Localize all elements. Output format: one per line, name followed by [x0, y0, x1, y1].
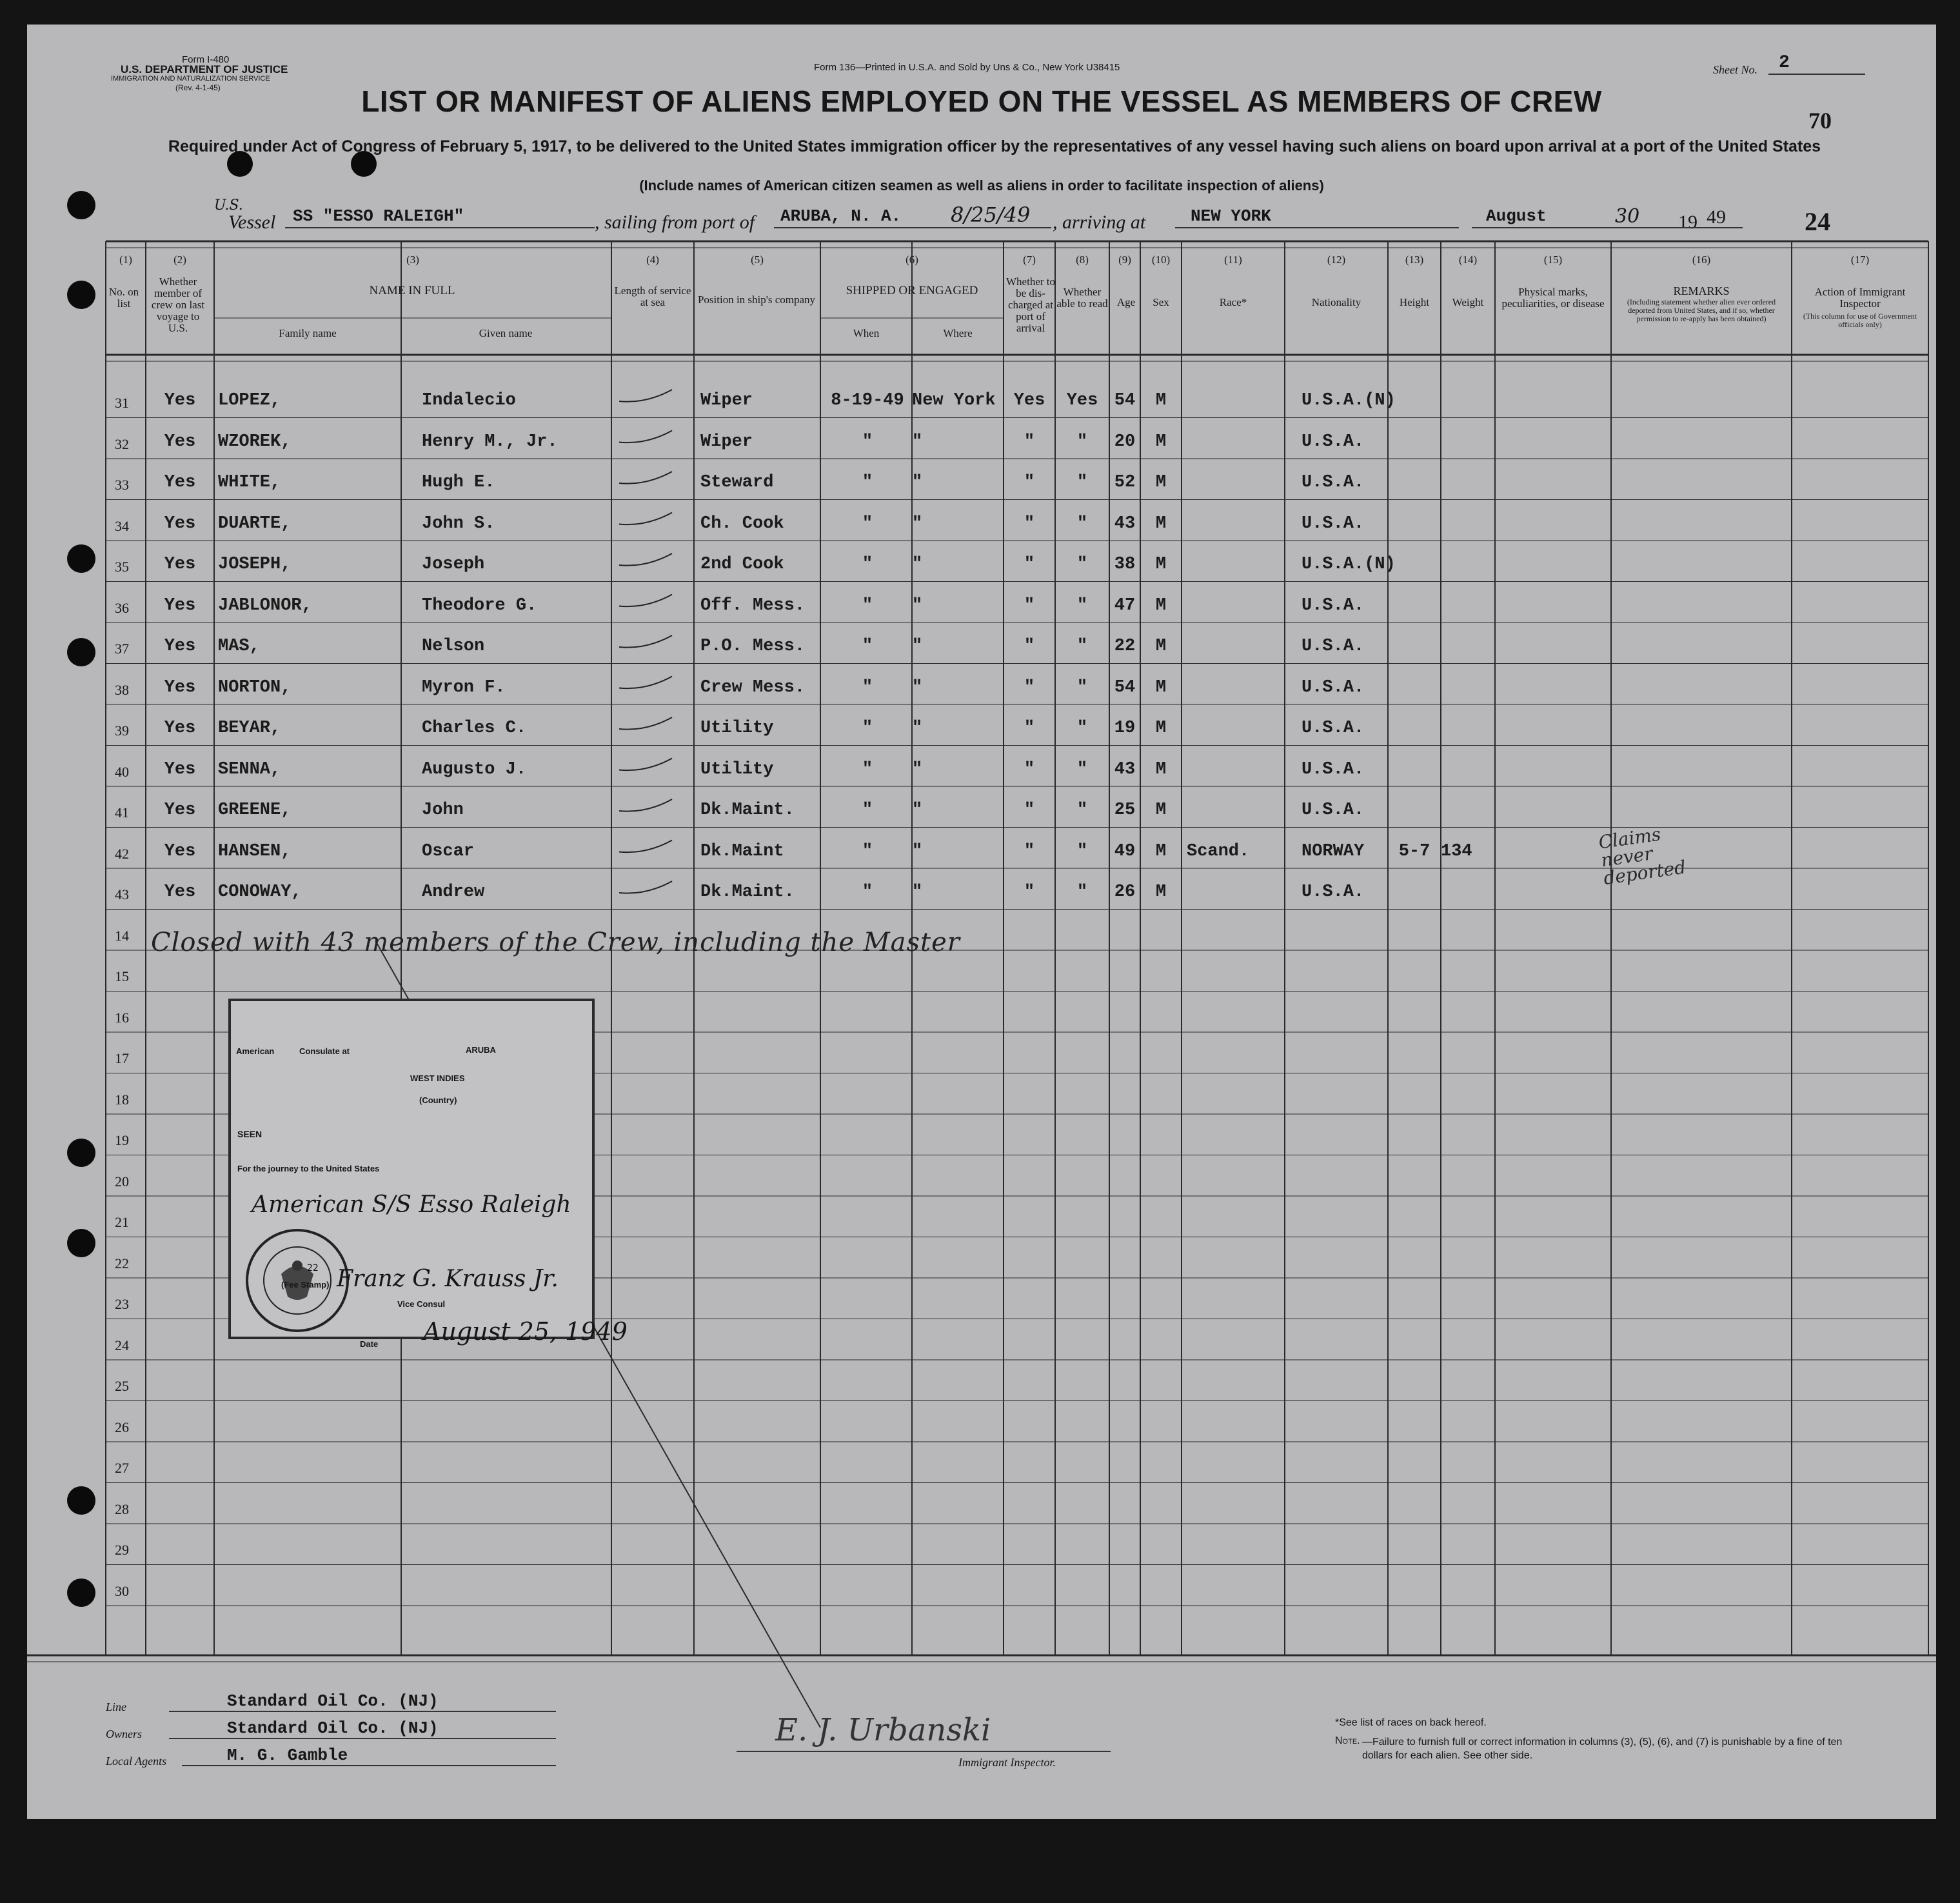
- column-number: (14): [1458, 254, 1478, 266]
- row-position: Off. Mess.: [700, 595, 806, 615]
- row-family: BEYAR,: [218, 719, 281, 738]
- column-number: (12): [1327, 254, 1346, 266]
- row-sex: M: [1155, 719, 1167, 738]
- row-read: ": [1076, 882, 1088, 902]
- column-number: (15): [1543, 254, 1563, 266]
- row-nationality: U.S.A.(N): [1302, 555, 1396, 574]
- row-number: 34: [115, 517, 129, 534]
- row-when: ": [862, 841, 873, 861]
- row-read: ": [1076, 719, 1088, 738]
- stamp-signature: Franz G. Krauss Jr.: [337, 1266, 559, 1292]
- col-7-header: Whether to be dis-charged at port of arrival: [1006, 275, 1055, 334]
- col-3-header: NAME IN FULL: [369, 284, 455, 297]
- service-check-mark: [619, 717, 672, 730]
- stamp-journey: For the journey to the United States: [237, 1164, 380, 1173]
- row-number: 23: [115, 1296, 129, 1312]
- col-8-header: Whether able to read: [1056, 286, 1108, 310]
- vessel-label: Vessel: [228, 212, 276, 233]
- owners-label: Owners: [106, 1728, 143, 1740]
- row-family: JOSEPH,: [218, 555, 292, 574]
- agents-value: M. G. Gamble: [227, 1746, 348, 1765]
- sail-date: 8/25/49: [951, 203, 1031, 227]
- row-disch: ": [1024, 637, 1035, 656]
- col-16-header: REMARKS: [1673, 284, 1730, 297]
- row-crew: Yes: [164, 432, 196, 452]
- row-number: 31: [115, 395, 129, 411]
- row-nationality: U.S.A.: [1302, 801, 1365, 820]
- col-3a-header: Family name: [279, 327, 337, 339]
- column-number: (5): [751, 254, 764, 266]
- col-15-header: Physical marks, peculiarities, or disease: [1501, 286, 1605, 310]
- row-position: Ch. Cook: [700, 513, 784, 533]
- row-where: New York: [912, 391, 996, 410]
- row-where: ": [912, 719, 923, 738]
- revision: (Rev. 4-1-45): [175, 83, 221, 92]
- column-number: (2): [173, 254, 186, 266]
- service-check-mark: [619, 841, 672, 853]
- row-read: ": [1076, 432, 1088, 452]
- row-read: ": [1076, 513, 1088, 533]
- row-family: CONOWAY,: [218, 882, 302, 902]
- port-to: NEW YORK: [1191, 206, 1271, 226]
- service-check-mark: [619, 472, 672, 484]
- row-sex: M: [1155, 391, 1167, 410]
- port-from: ARUBA, N. A.: [780, 206, 902, 226]
- row-sex: M: [1155, 677, 1167, 697]
- row-number: 16: [115, 1009, 129, 1026]
- row-disch: ": [1024, 719, 1035, 738]
- row-where: ": [912, 637, 923, 656]
- row-read: ": [1076, 555, 1088, 574]
- column-number: (3): [406, 254, 419, 266]
- row-given: John: [422, 801, 464, 820]
- stamp-consulate: Consulate at: [299, 1046, 350, 1056]
- row-position: 2nd Cook: [700, 555, 784, 574]
- row-given: Augusto J.: [422, 759, 527, 779]
- page-number: 70: [1808, 108, 1832, 134]
- col-4-header: Length of service at sea: [614, 284, 691, 308]
- row-when: ": [862, 473, 873, 492]
- agents-label: Local Agents: [106, 1755, 167, 1768]
- sheet-number: 2: [1779, 53, 1790, 73]
- row-given: Henry M., Jr.: [422, 432, 558, 452]
- row-when: ": [862, 882, 873, 902]
- arriving-label: , arriving at: [1053, 212, 1146, 233]
- row-where: ": [912, 555, 923, 574]
- manifest-sheet: [27, 25, 1936, 1819]
- row-disch: ": [1024, 555, 1035, 574]
- service-check-mark: [619, 390, 672, 402]
- note-label: Note.: [1335, 1735, 1360, 1746]
- row-disch: ": [1024, 432, 1035, 452]
- arrival-month: August: [1486, 206, 1547, 226]
- service-check-mark: [619, 595, 672, 607]
- row-sex: M: [1155, 432, 1167, 452]
- row-number: 43: [115, 886, 129, 902]
- row-nationality: NORWAY: [1302, 841, 1365, 861]
- row-when: ": [862, 759, 873, 779]
- corner-number: 24: [1805, 207, 1830, 236]
- col-17-header: Action of Immigrant Inspector: [1814, 286, 1906, 310]
- row-nationality: U.S.A.: [1302, 882, 1365, 902]
- row-number: 36: [115, 599, 129, 616]
- row-given: Indalecio: [422, 391, 516, 410]
- row-family: WHITE,: [218, 473, 281, 492]
- arrival-day: 30: [1615, 205, 1640, 228]
- row-nationality: U.S.A.: [1302, 595, 1365, 615]
- row-where: ": [912, 473, 923, 492]
- service: IMMIGRATION AND NATURALIZATION SERVICE: [111, 75, 270, 83]
- row-nationality: U.S.A.: [1302, 432, 1365, 452]
- printer-line: Form 136—Printed in U.S.A. and Sold by Uns & Co., New York U38415: [814, 62, 1120, 73]
- row-number: 20: [115, 1173, 129, 1190]
- row-number: 25: [115, 1378, 129, 1394]
- stamp-aruba: ARUBA: [466, 1045, 496, 1055]
- row-sex: M: [1155, 801, 1167, 820]
- row-nationality: U.S.A.: [1302, 677, 1365, 697]
- row-given: Charles C.: [422, 719, 527, 738]
- row-age: 52: [1114, 473, 1136, 492]
- row-family: JABLONOR,: [218, 595, 312, 615]
- row-position: P.O. Mess.: [700, 637, 806, 656]
- owners-value: Standard Oil Co. (NJ): [227, 1719, 439, 1738]
- row-number: 26: [115, 1419, 129, 1435]
- row-where: ": [912, 841, 923, 861]
- row-where: ": [912, 432, 923, 452]
- row-family: LOPEZ,: [218, 391, 281, 410]
- row-sex: M: [1155, 595, 1167, 615]
- row-crew: Yes: [164, 882, 196, 902]
- row-number: 29: [115, 1542, 129, 1558]
- row-crew: Yes: [164, 759, 196, 779]
- inspector-label: Immigrant Inspector.: [958, 1756, 1056, 1769]
- service-check-mark: [619, 881, 672, 893]
- sheet-label: Sheet No.: [1713, 63, 1757, 76]
- row-crew: Yes: [164, 473, 196, 492]
- row-number: 42: [115, 845, 129, 862]
- row-read: ": [1076, 637, 1088, 656]
- row-disch: ": [1024, 759, 1035, 779]
- row-where: ": [912, 513, 923, 533]
- row-number: 18: [115, 1091, 129, 1108]
- row-where: ": [912, 882, 923, 902]
- row-number: 32: [115, 435, 129, 452]
- row-nationality: U.S.A.: [1302, 473, 1365, 492]
- row-given: Myron F.: [422, 677, 506, 697]
- row-when: ": [862, 432, 873, 452]
- row-read: Yes: [1066, 391, 1098, 410]
- col-13-header: Height: [1399, 296, 1430, 308]
- col-6-header: SHIPPED OR ENGAGED: [846, 284, 978, 297]
- row-disch: ": [1024, 513, 1035, 533]
- row-number: 19: [115, 1132, 129, 1148]
- row-when: ": [862, 595, 873, 615]
- row-given: John S.: [422, 513, 495, 533]
- column-number: (1): [119, 254, 132, 266]
- row-age: 38: [1114, 555, 1136, 574]
- row-number: 39: [115, 722, 129, 739]
- row-weight: 134: [1441, 841, 1472, 861]
- row-sex: M: [1155, 555, 1167, 574]
- stamp-fee: (Fee Stamp): [281, 1280, 330, 1290]
- row-crew: Yes: [164, 595, 196, 615]
- manifest-subtitle: Required under Act of Congress of February 5, 1917, to be delivered to the United States immigration officer by the representatives of any vessel having such aliens on board upon arrival at a port of the United States: [168, 137, 1821, 155]
- row-read: ": [1076, 759, 1088, 779]
- row-crew: Yes: [164, 801, 196, 820]
- manifest-note: (Include names of American citizen seamen as well as aliens in order to facilitate inspection of aliens): [639, 177, 1324, 194]
- row-age: 25: [1114, 801, 1136, 820]
- row-read: ": [1076, 841, 1088, 861]
- col-6b-header: Where: [943, 327, 973, 339]
- row-age: 43: [1114, 759, 1136, 779]
- col-10-header: Sex: [1153, 296, 1169, 308]
- row-number: 15: [115, 968, 129, 984]
- service-check-mark: [619, 759, 672, 771]
- row-read: ": [1076, 677, 1088, 697]
- row-when: ": [862, 801, 873, 820]
- row-sex: M: [1155, 882, 1167, 902]
- row-position: Dk.Maint.: [700, 882, 795, 902]
- row-crew: Yes: [164, 555, 196, 574]
- row-given: Theodore G.: [422, 595, 537, 615]
- races-note: *See list of races on back hereof.: [1335, 1717, 1487, 1728]
- closing-note: Closed with 43 members of the Crew, including the Master: [151, 928, 960, 957]
- row-number: 40: [115, 763, 129, 780]
- column-number: (7): [1023, 254, 1036, 266]
- row-number: 41: [115, 804, 129, 821]
- hansen-remark: Claims never deported: [1597, 823, 1688, 890]
- stamp-country: (Country): [419, 1095, 457, 1105]
- row-given: Oscar: [422, 841, 475, 861]
- column-number: (11): [1224, 254, 1242, 266]
- row-position: Dk.Maint.: [700, 801, 795, 820]
- row-height: 5-7: [1398, 841, 1430, 861]
- row-number: 33: [115, 477, 129, 493]
- row-number: 14: [115, 927, 129, 944]
- service-check-mark: [619, 553, 672, 566]
- row-read: ": [1076, 595, 1088, 615]
- inspector-signature: E. J. Urbanski: [775, 1712, 991, 1748]
- stamp-vessel-handwritten: American S/S Esso Raleigh: [252, 1191, 571, 1218]
- department: U.S. DEPARTMENT OF JUSTICE: [121, 63, 288, 75]
- row-crew: Yes: [164, 677, 196, 697]
- row-age: 19: [1114, 719, 1136, 738]
- col-16-sub: (Including statement whether alien ever ordered deported from United States, and if so, whether permission to re-apply has been obtained): [1627, 297, 1776, 323]
- row-position: Dk.Maint: [700, 841, 784, 861]
- row-sex: M: [1155, 637, 1167, 656]
- row-disch: ": [1024, 882, 1035, 902]
- row-disch: ": [1024, 595, 1035, 615]
- line-label: Line: [106, 1700, 127, 1713]
- service-check-mark: [619, 677, 672, 689]
- row-number: 27: [115, 1460, 129, 1476]
- row-where: ": [912, 801, 923, 820]
- col-12-header: Nationality: [1311, 296, 1361, 308]
- stamp-vice-consul: Vice Consul: [397, 1299, 446, 1309]
- service-check-mark: [619, 635, 672, 648]
- row-number: 28: [115, 1500, 129, 1517]
- column-number: (10): [1151, 254, 1171, 266]
- row-sex: M: [1155, 841, 1167, 861]
- col-6a-header: When: [853, 327, 880, 339]
- row-crew: Yes: [164, 841, 196, 861]
- stamp-date-label: Date: [360, 1339, 379, 1349]
- row-age: 26: [1114, 882, 1136, 902]
- row-nationality: U.S.A.: [1302, 637, 1365, 656]
- row-family: NORTON,: [218, 677, 292, 697]
- column-number: (16): [1692, 254, 1711, 266]
- column-number: (8): [1076, 254, 1089, 266]
- row-family: SENNA,: [218, 759, 281, 779]
- col-17-sub: (This column for use of Government officials only): [1803, 312, 1917, 329]
- row-sex: M: [1155, 759, 1167, 779]
- column-number: (9): [1118, 254, 1131, 266]
- column-number: (6): [906, 254, 918, 266]
- row-number: 30: [115, 1582, 129, 1599]
- col-9-header: Age: [1116, 296, 1136, 308]
- col-3b-header: Given name: [479, 327, 533, 339]
- row-age: 54: [1114, 391, 1136, 410]
- row-number: 37: [115, 641, 129, 657]
- service-check-mark: [619, 799, 672, 812]
- row-read: ": [1076, 473, 1088, 492]
- row-where: ": [912, 677, 923, 697]
- svg-text:22: 22: [307, 1263, 319, 1273]
- row-family: GREENE,: [218, 801, 292, 820]
- row-position: Wiper: [700, 432, 753, 452]
- row-given: Nelson: [422, 637, 485, 656]
- row-sex: M: [1155, 473, 1167, 492]
- row-given: Joseph: [422, 555, 485, 574]
- row-crew: Yes: [164, 719, 196, 738]
- row-nationality: U.S.A.: [1302, 513, 1365, 533]
- service-check-mark: [619, 431, 672, 443]
- row-race: Scand.: [1187, 841, 1250, 861]
- service-check-mark: [619, 513, 672, 525]
- col-1-header: No. on list: [108, 286, 139, 310]
- manifest-title: LIST OR MANIFEST OF ALIENS EMPLOYED ON THE VESSEL AS MEMBERS OF CREW: [361, 85, 1602, 118]
- vessel-prefix: U.S.: [214, 197, 243, 214]
- column-number: (17): [1850, 254, 1870, 266]
- row-age: 47: [1114, 595, 1136, 615]
- row-family: DUARTE,: [218, 513, 292, 533]
- row-disch: ": [1024, 801, 1035, 820]
- stamp-west-indies: WEST INDIES: [410, 1073, 465, 1083]
- row-position: Crew Mess.: [700, 677, 806, 697]
- row-age: 54: [1114, 677, 1136, 697]
- column-number: (13): [1405, 254, 1424, 266]
- row-read: ": [1076, 801, 1088, 820]
- row-position: Utility: [700, 759, 774, 779]
- row-number: 35: [115, 559, 129, 575]
- row-when: ": [862, 719, 873, 738]
- line-value: Standard Oil Co. (NJ): [227, 1691, 439, 1711]
- form-id: Form I-480: [182, 54, 230, 65]
- row-when: ": [862, 677, 873, 697]
- row-position: Steward: [700, 473, 774, 492]
- row-number: 22: [115, 1255, 129, 1271]
- row-when: ": [862, 513, 873, 533]
- row-age: 22: [1114, 637, 1136, 656]
- stamp-american: American: [236, 1046, 275, 1056]
- row-nationality: U.S.A.: [1302, 719, 1365, 738]
- row-disch: ": [1024, 841, 1035, 861]
- row-number: 17: [115, 1050, 129, 1066]
- row-given: Hugh E.: [422, 473, 495, 492]
- note-text: —Failure to furnish full or correct information in columns (3), (5), (6), and (7) is punishable by a fine of ten dollars for each alien. See other side.: [1362, 1737, 1843, 1761]
- col-2-header: Whether member of crew on last voyage to U.S.: [151, 275, 205, 334]
- row-age: 49: [1114, 841, 1136, 861]
- col-5-header: Position in ship's company: [697, 294, 816, 306]
- column-number: (4): [646, 254, 659, 266]
- row-position: Utility: [700, 719, 774, 738]
- row-when: 8-19-49: [831, 391, 904, 410]
- row-when: ": [862, 555, 873, 574]
- row-position: Wiper: [700, 391, 753, 410]
- row-when: ": [862, 637, 873, 656]
- row-family: MAS,: [218, 637, 260, 656]
- row-where: ": [912, 759, 923, 779]
- row-nationality: U.S.A.: [1302, 759, 1365, 779]
- row-crew: Yes: [164, 513, 196, 533]
- row-number: 38: [115, 681, 129, 698]
- sailing-label: , sailing from port of: [595, 212, 755, 233]
- arrival-year: 49: [1707, 206, 1726, 228]
- row-family: WZOREK,: [218, 432, 292, 452]
- row-sex: M: [1155, 513, 1167, 533]
- row-crew: Yes: [164, 637, 196, 656]
- stamp-seen: SEEN: [237, 1129, 262, 1139]
- row-disch: ": [1024, 473, 1035, 492]
- col-11-header: Race*: [1219, 296, 1247, 308]
- row-given: Andrew: [422, 882, 485, 902]
- row-where: ": [912, 595, 923, 615]
- row-nationality: U.S.A.(N): [1302, 391, 1396, 410]
- col-14-header: Weight: [1452, 296, 1484, 308]
- row-disch: ": [1024, 677, 1035, 697]
- row-number: 24: [115, 1337, 129, 1353]
- stamp-date-handwritten: August 25, 1949: [423, 1317, 628, 1346]
- row-number: 21: [115, 1214, 129, 1230]
- row-crew: Yes: [164, 391, 196, 410]
- row-age: 43: [1114, 513, 1136, 533]
- vessel-name: SS "ESSO RALEIGH": [293, 206, 464, 226]
- row-disch: Yes: [1013, 391, 1045, 410]
- row-family: HANSEN,: [218, 841, 292, 861]
- row-age: 20: [1114, 432, 1136, 452]
- year-prefix: 19: [1678, 212, 1698, 233]
